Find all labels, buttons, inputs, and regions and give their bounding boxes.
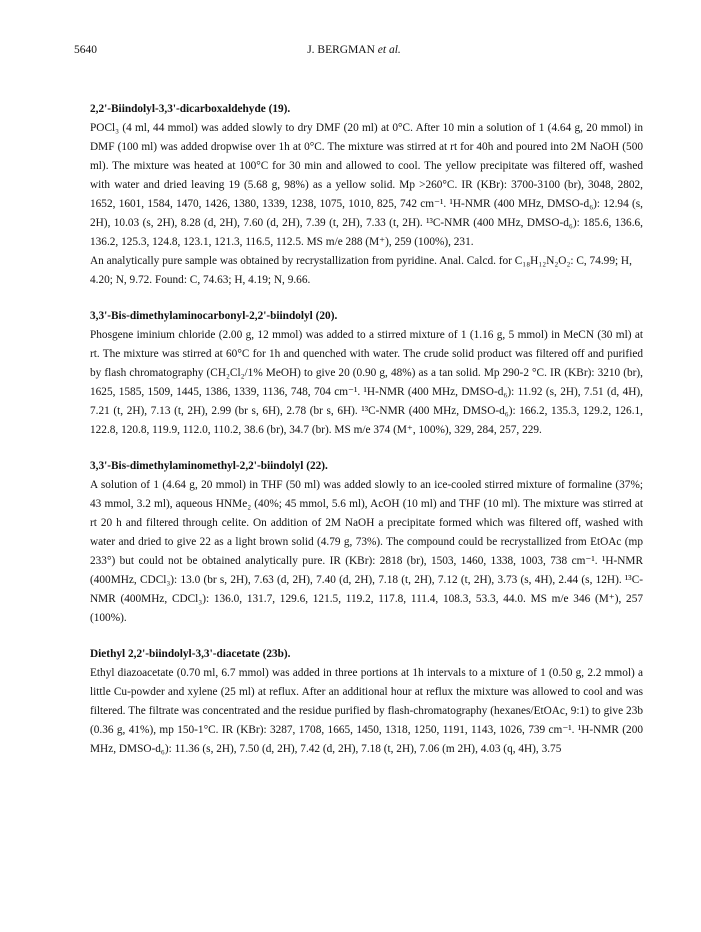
running-head-authors: J. BERGMAN — [307, 44, 375, 56]
page-header — [74, 44, 634, 60]
section-heading: 3,3'-Bis-dimethylaminocarbonyl-2,2'-biindolyl (20). — [90, 310, 338, 322]
running-head — [74, 44, 634, 56]
section-compound-23b — [90, 645, 643, 759]
section-heading: 2,2'-Biindolyl-3,3'-dicarboxaldehyde (19). — [90, 103, 291, 115]
section-compound-22 — [90, 457, 643, 628]
section-paragraph: Ethyl diazoacetate (0.70 ml, 6.7 mmol) was added in three portions at 1h intervals to a mixture of 1 (0.50 g, 2.2 mmol) a little Cu-powder and xylene (25 ml) at reflux. After an additional hour at reflux the mixture was allowed to cool and was filtered. The filtrate was concentrated and the residue purified by flash-chromatography (hexanes/EtOAc, 9:1) to give 23b (0.36 g, 41%), mp 150-1°C. IR (KBr): 3287, 1708, 1665, 1450, 1318, 1250, 1191, 1143, 1026, 739 cm⁻¹. ¹H-NMR (200 MHz, DMSO-d₆): 11.36 (s, 2H), 7.50 (d, 2H), 7.42 (d, 2H), 7.18 (t, 2H), 7.06 (m 2H), 4.03 (q, 4H), 3.75 — [90, 667, 643, 755]
section-paragraph: An analytically pure sample was obtained by recrystallization from pyridine. Anal. Calcd. for C₁₈H₁₂N₂O₂: C, 74.99; H, 4.20; N, 9.72. Found: C, 74.63; H, 4.19; N, 9.66. — [90, 255, 632, 286]
section-paragraph: Phosgene iminium chloride (2.00 g, 12 mmol) was added to a stirred mixture of 1 (1.16 g, 5 mmol) in MeCN (30 ml) at rt. The mixture was stirred at 60°C for 1h and quenched with water. The crude solid product was filtered off and purified by flash chromatography (CH₂Cl₂/1% MeOH) to give 20 (0.90 g, 48%) as a tan solid. Mp 290-2 °C. IR (KBr): 3210 (br), 1625, 1585, 1509, 1445, 1386, 1339, 1136, 748, 704 cm⁻¹. ¹H-NMR (400 MHz, DMSO-d₆): 11.92 (s, 2H), 7.51 (d, 4H), 7.21 (t, 2H), 7.13 (t, 2H), 2.99 (br s, 6H), 2.78 (br s, 6H). ¹³C-NMR (400 MHz, DMSO-d₆): 166.2, 135.3, 129.2, 126.1, 122.8, 120.8, 119.9, 112.0, 110.2, 38.6 (br), 34.7 (br). MS m/e 374 (M⁺, 100%), 329, 284, 257, 229. — [90, 329, 643, 436]
running-head-suffix: et al. — [377, 44, 401, 56]
section-paragraph: POCl₃ (4 ml, 44 mmol) was added slowly to dry DMF (20 ml) at 0°C. After 10 min a solution of 1 (4.64 g, 20 mmol) in DMF (100 ml) was added dropwise over 1h at 0°C. The mixture was stirred at rt for 40h and poured into 2M NaOH (500 ml). The mixture was heated at 100°C for 30 min and allowed to cool. The yellow precipitate was filtered off, washed with water and dried leaving 19 (5.68 g, 98%) as a yellow solid. Mp >260°C. IR (KBr): 3700-3100 (br), 3048, 2802, 1652, 1601, 1584, 1470, 1426, 1380, 1339, 1238, 1075, 1010, 825, 742 cm⁻¹. ¹H-NMR (400 MHz, DMSO-d₆): 12.94 (s, 2H), 10.03 (s, 2H), 8.28 (d, 2H), 7.60 (d, 2H), 7.39 (t, 2H), 7.33 (t, 2H). ¹³C-NMR (400 MHz, DMSO-d₆): 185.6, 136.6, 136.2, 125.3, 124.8, 123.1, 121.3, 116.5, 112.5. MS m/e 288 (M⁺), 259 (100%), 231. — [90, 122, 643, 248]
section-compound-20 — [90, 307, 643, 440]
section-compound-19 — [90, 100, 643, 290]
section-heading: 3,3'-Bis-dimethylaminomethyl-2,2'-biindolyl (22). — [90, 460, 328, 472]
experimental-content — [90, 100, 643, 776]
section-heading: Diethyl 2,2'-biindolyl-3,3'-diacetate (23b). — [90, 648, 291, 660]
section-paragraph: A solution of 1 (4.64 g, 20 mmol) in THF (50 ml) was added slowly to an ice-cooled stirred mixture of formaline (37%; 43 mmol, 3.2 ml), aqueous HNMe₂ (40%; 45 mmol, 5.6 ml), AcOH (10 ml) and THF (10 ml). The mixture was stirred at rt 20 h and filtered through celite. On addition of 2M NaOH a precipitate formed which was filtered off, washed with water and dried to give 22 as a light brown solid (4.79 g, 73%). The compound could be recrystallized from EtOAc (mp 233°) but could not be obtained analytically pure. IR (KBr): 2818 (br), 1503, 1460, 1338, 1003, 738 cm⁻¹. ¹H-NMR (400MHz, CDCl₃): 13.0 (br s, 2H), 7.63 (d, 2H), 7.40 (d, 2H), 7.18 (t, 2H), 7.12 (t, 2H), 3.73 (s, 4H), 2.44 (s, 12H). ¹³C-NMR (400MHz, CDCl₃): 136.0, 131.7, 129.6, 121.5, 119.2, 117.8, 111.4, 108.3, 53.3, 44.0. MS m/e 346 (M⁺), 257 (100%). — [90, 479, 643, 624]
page-number: 5640 — [74, 44, 97, 56]
